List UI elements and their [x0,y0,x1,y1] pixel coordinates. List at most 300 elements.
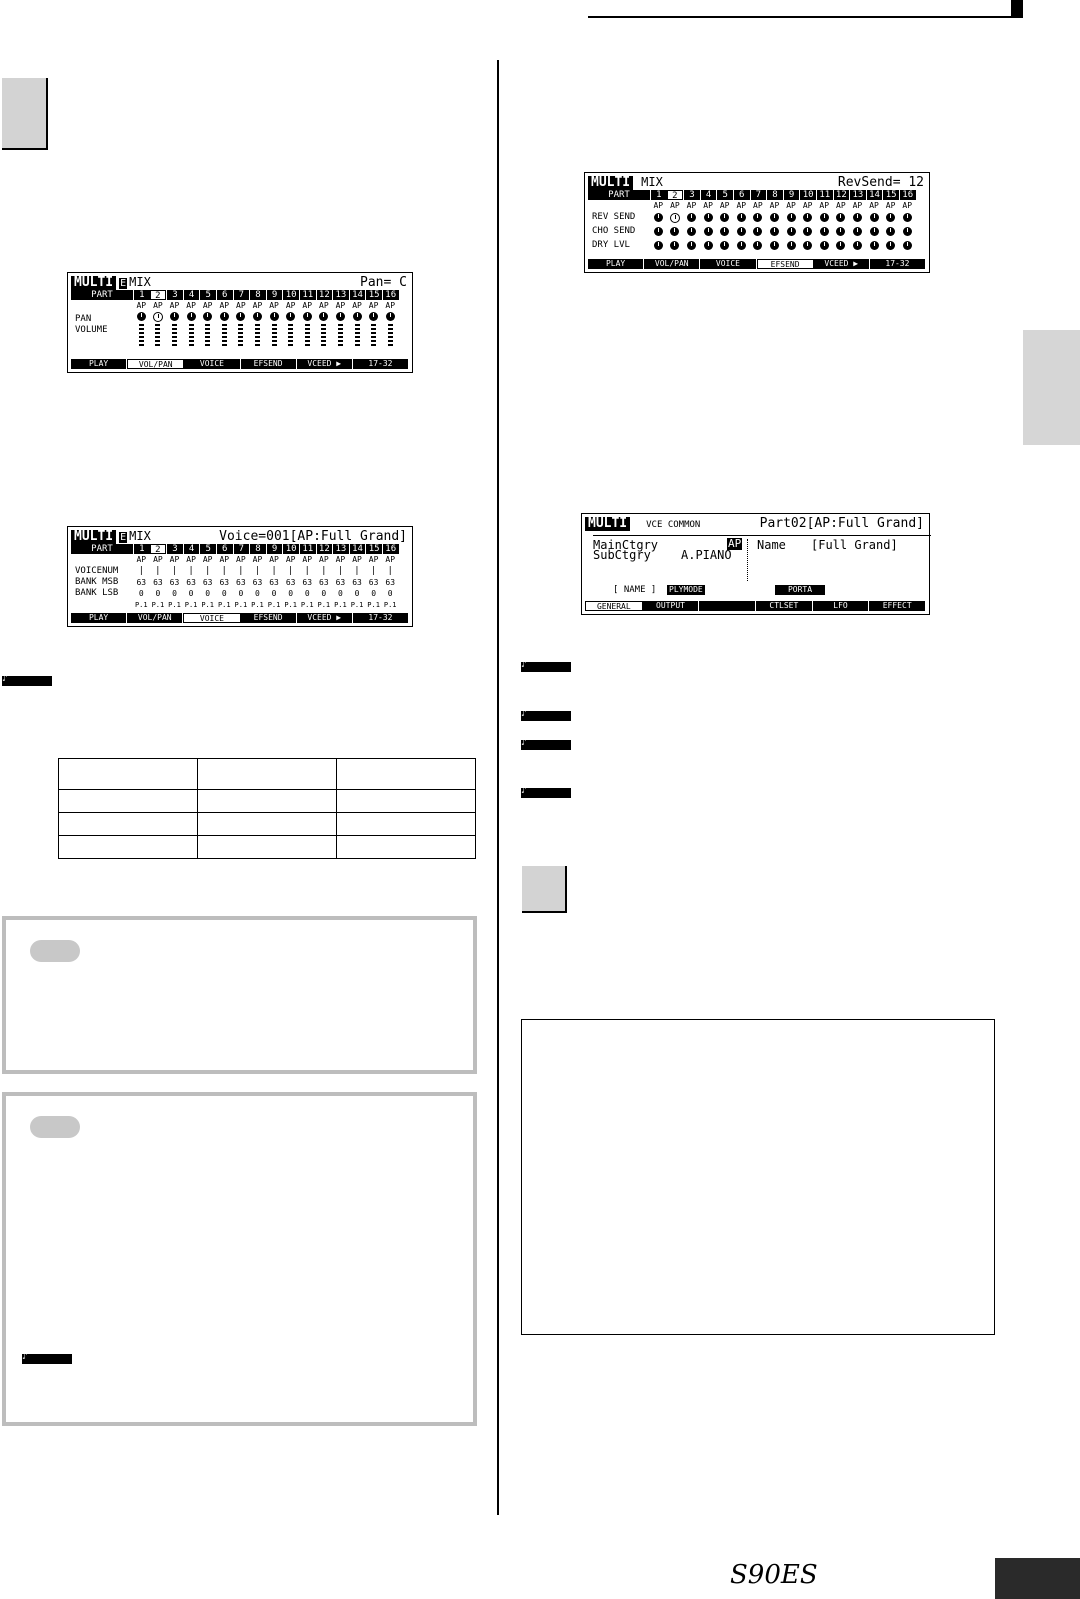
note-icon [521,740,571,750]
category-label: AP [670,201,680,210]
send-knob-cell [882,241,899,253]
category-label: AP [219,555,230,564]
send-knob-icon [787,213,796,222]
category-label: AP [368,555,379,564]
volume-slider-icon [388,324,393,346]
volume-slider-icon [288,324,293,346]
function-tab: VOICE [183,613,240,623]
bank-lsb-cell: 0 [338,589,343,598]
send-knob-cell [833,241,850,253]
send-knob-cell [733,213,750,226]
page-name: VCE COMMON [646,520,701,530]
step-marker-1 [2,78,48,150]
function-tab: VOICE [700,259,756,269]
sub-category-value: A.PIANO [681,548,732,562]
category-label: AP [686,201,697,210]
info-box [521,1019,995,1335]
pan-knob-icon [386,312,395,321]
pan-knob-icon [369,312,378,321]
send-knob-cell [750,213,767,226]
category-label: AP [319,555,329,564]
send-knob-icon [870,241,879,250]
preset-cell: P.1 [251,601,264,609]
category-label: AP [335,555,346,564]
volume-slider-icon [338,324,343,346]
send-knob-cell [833,213,850,226]
send-knob-cell [849,227,866,239]
voicenum-cell: | [171,566,178,576]
bank-lsb-cell: 0 [155,589,161,598]
send-knob-icon [737,241,746,250]
page-name: MIX [129,529,151,543]
pan-knob-icon [303,312,312,321]
send-knob-cell [716,227,733,239]
bank-msb-cell: 63 [335,578,346,587]
volume-slider-cell [216,324,233,349]
send-knob-icon [670,213,680,223]
bank-lsb-cell: 0 [288,589,294,598]
category-label: AP [153,301,163,310]
bank-msb-cell: 63 [252,578,263,587]
page-name: MIX [129,275,151,289]
bank-msb-cell: 63 [352,578,362,587]
function-tab: VOL/PAN [127,359,184,369]
category-label: AP [385,555,396,564]
send-knob-cell [783,241,800,253]
bank-msb-cell: 63 [302,578,313,587]
page-tab [995,1558,1080,1599]
send-knob-cell [667,213,684,226]
part-number: 6 [733,190,750,200]
callout-box-2 [2,1092,477,1426]
field-divider [747,539,749,581]
preset-cell: P.1 [201,601,214,609]
volume-slider-icon [371,324,376,346]
category-label: AP [769,201,780,210]
send-knob-icon [737,227,746,236]
category-label: AP [902,201,913,210]
send-knob-cell [783,227,800,239]
part-number: 5 [199,290,216,300]
volume-slider-icon [139,324,144,346]
part-number: 6 [216,290,233,300]
part-number: 3 [166,544,183,554]
callout-pill [30,940,80,962]
category-label: AP [368,301,379,310]
send-knob-icon [803,227,812,236]
category-row [133,301,399,310]
part-label: PART [71,290,133,300]
part-number: 2 [667,190,684,200]
preset-cell: P.1 [151,601,165,609]
param-readout: Voice=001[AP:Full Grand] [219,529,407,544]
part-number: 15 [365,544,382,554]
category-label: AP [819,201,830,210]
send-knob-icon [820,241,829,250]
function-tab: GENERAL [585,601,643,611]
send-knob-icon [870,213,879,222]
part-number: 2 [150,544,167,554]
part-number: 16 [899,190,916,200]
volume-slider-icon [172,324,177,346]
part-number-bar [588,190,916,200]
send-knob-cell [799,213,816,226]
category-label: AP [869,201,879,210]
category-label: AP [885,201,896,210]
part-number: 4 [700,190,717,200]
send-knob-icon [770,241,779,250]
volume-slider-cell [133,324,150,349]
pan-knob-icon [270,312,279,321]
function-tabs [585,601,926,611]
bank-lsb-cell: 0 [321,589,327,598]
function-tab: 17-32 [870,259,926,269]
send-knob-icon [853,213,862,222]
category-label: AP [385,301,396,310]
bank-msb-cell: 63 [269,578,279,587]
send-knob-cell [899,227,916,239]
param-readout: RevSend= 12 [837,175,924,190]
part-number: 7 [233,290,250,300]
preset-cell: P.1 [184,601,198,609]
function-tab: VOL/PAN [644,259,700,269]
category-label: AP [236,555,246,564]
send-knob-icon [787,227,796,236]
pan-knob-icon [203,312,212,321]
preset-cell: P.1 [383,601,397,609]
category-label: AP [202,555,213,564]
send-knob-cell [899,213,916,226]
volume-slider-cell [233,324,250,349]
part-number: 6 [216,544,233,554]
part-number: 10 [282,290,299,300]
table-cell [59,813,198,836]
param-readout: Part02[AP:Full Grand] [759,516,924,531]
header-rule [588,16,1012,18]
send-knob-cell [849,241,866,253]
send-knob-icon [687,213,696,222]
part-number: 4 [183,544,200,554]
part-label: PART [588,190,650,200]
send-knob-icon [753,241,762,250]
volume-slider-cell [150,324,167,349]
part-number: 1 [650,190,667,200]
voicenum-cell: | [370,566,377,576]
category-label: AP [169,555,180,564]
send-knob-icon [687,241,696,250]
callout-box-1 [2,916,477,1074]
send-knob-icon [720,241,729,250]
send-knob-cell [650,227,667,239]
send-knob-icon [853,241,862,250]
part-label: PART [71,544,133,554]
bank-msb-cell: 63 [186,578,196,587]
name-label: Name [757,538,786,552]
function-tab: VCEED ▶ [297,613,353,623]
volume-slider-cell [249,324,266,349]
send-knob-cell [716,213,733,226]
name-value: [Full Grand] [811,538,898,552]
category-label: AP [269,301,279,310]
function-tab: LFO [813,601,870,611]
mode-badge: MULTI [588,176,633,190]
function-tab: VOL/PAN [127,613,183,623]
part-number: 10 [799,190,816,200]
part-number: 14 [349,290,366,300]
part-number: 5 [199,544,216,554]
bank-msb-cell: 63 [368,578,379,587]
category-label: AP [136,555,147,564]
voicenum-cell: | [221,566,227,576]
send-knob-icon [654,241,663,250]
category-label: AP [852,201,863,210]
pan-knob-icon [353,312,362,321]
preset-cell: P.1 [317,601,331,609]
part-number: 11 [299,290,316,300]
category-label: AP [219,301,230,310]
voicenum-cell: | [287,566,294,576]
bank-msb-cell: 63 [153,578,163,587]
table-cell [337,790,476,813]
volume-slider-cell [332,324,349,349]
part-number: 15 [882,190,899,200]
bank-msb-cell: 63 [236,578,246,587]
part-number-bar [71,544,399,554]
send-knob-cell [766,213,783,226]
lcd-voice-screen [67,526,413,627]
part-number: 11 [816,190,833,200]
bank-msb-cell: 63 [285,578,296,587]
bank-msb-cell: 63 [385,578,396,587]
voicenum-cell: | [304,566,310,576]
bank-lsb-cell: 0 [371,589,377,598]
category-label: AP [753,201,763,210]
part-number: 8 [766,190,783,200]
bank-lsb-cell: 0 [387,589,393,598]
function-tab [699,601,756,611]
note-icon [2,676,52,686]
volume-slider-icon [255,324,260,346]
voicenum-cell: | [188,566,194,576]
part-number: 9 [266,290,283,300]
pan-knob-icon [253,312,262,321]
lcd-title [588,176,663,190]
softkey-porta: PORTA [775,585,825,595]
softkey-name: [ NAME ] [613,585,657,595]
send-knob-icon [803,241,812,250]
preset-cell: P.1 [367,601,380,609]
cho-send-knob-row [650,227,916,239]
pan-knob-icon [153,312,163,322]
send-knob-cell [650,241,667,253]
main-category-value: AP [728,537,742,550]
volume-slider-cell [199,324,216,349]
voicenum-cell: | [337,566,344,576]
send-knob-cell [700,227,717,239]
part-number: 2 [150,290,167,300]
function-tabs [588,259,926,269]
send-knob-cell [733,227,750,239]
voicenum-cell: | [271,566,277,576]
send-knob-cell [882,227,899,239]
voicenum-cell: | [138,566,144,576]
send-knob-cell [750,241,767,253]
lcd-title [71,530,151,544]
send-knob-icon [870,227,879,236]
send-knob-cell [716,241,733,253]
function-tab: EFSEND [241,613,297,623]
volume-slider-cell [266,324,283,349]
category-label: AP [786,201,796,210]
table-cell [198,813,337,836]
send-knob-cell [683,227,700,239]
row-label-rev-send: REV SEND [592,212,636,222]
part-number: 8 [249,544,266,554]
category-label: AP [703,201,713,210]
part-number: 7 [233,544,250,554]
bank-msb-cell: 63 [136,578,147,587]
volume-slider-cell [282,324,299,349]
volume-slider-icon [272,324,277,346]
part-number: 7 [750,190,767,200]
part-number: 14 [866,190,883,200]
part-number: 11 [299,544,316,554]
send-knob-icon [886,241,895,250]
send-knob-cell [833,227,850,239]
table-cell [337,759,476,790]
bank-msb-cell: 63 [202,578,213,587]
pan-knob-icon [336,312,345,321]
category-label: AP [319,301,329,310]
preset-cell: P.1 [284,601,297,609]
category-label: AP [285,555,296,564]
send-knob-icon [704,227,713,236]
pan-knob-icon [220,312,229,321]
send-knob-icon [704,213,713,222]
category-label: AP [153,555,163,564]
send-knob-cell [733,241,750,253]
send-knob-cell [700,213,717,226]
function-tab: OUTPUT [643,601,700,611]
category-label: AP [236,301,246,310]
table-cell [198,836,337,859]
bank-msb-cell: 63 [169,578,180,587]
send-knob-icon [903,213,912,222]
lcd-title [71,276,151,290]
function-tab: VCEED ▶ [297,359,353,369]
pan-knob-icon [236,312,245,321]
part-number: 3 [683,190,700,200]
send-knob-icon [803,213,812,222]
send-knob-icon [820,213,829,222]
part-number: 1 [133,544,150,554]
edit-flag: E [120,532,127,543]
send-knob-icon [903,227,912,236]
part-number: 4 [183,290,200,300]
voicenum-cell: | [204,566,211,576]
send-knob-cell [799,241,816,253]
lcd-pan-volume-screen [67,272,413,373]
category-row [650,201,916,210]
table-cell [59,759,198,790]
bank-lsb-cell: 0 [172,589,177,598]
volume-slider-cell [299,324,316,349]
preset-row [133,600,399,611]
part-number: 3 [166,290,183,300]
volume-slider-row [133,324,399,349]
send-knob-cell [683,241,700,253]
send-knob-icon [820,227,829,236]
preset-cell: P.1 [300,601,314,609]
bank-lsb-cell: 0 [205,589,211,598]
send-knob-cell [766,227,783,239]
note-icon [521,788,571,798]
category-label: AP [719,201,730,210]
function-tab: 17-32 [353,359,409,369]
send-knob-icon [787,241,796,250]
send-knob-icon [687,227,696,236]
part-number: 16 [382,544,399,554]
bank-msb-row [133,577,399,588]
row-label-dry-lvl: DRY LVL [592,240,630,250]
part-number: 15 [365,290,382,300]
pan-knob-icon [319,312,328,321]
voicenum-cell: | [321,566,327,576]
header-tab-marker [1011,0,1023,18]
pan-knob-icon [170,312,179,321]
category-label: AP [169,301,180,310]
category-label: AP [335,301,346,310]
lcd-voice-common-screen [581,513,930,615]
table-cell [198,759,337,790]
function-tab: CTLSET [756,601,813,611]
rev-send-knob-row [650,213,916,226]
row-label-voicenum: VOICENUM [75,566,119,576]
send-knob-cell [700,241,717,253]
param-readout: Pan= C [360,275,407,290]
send-knob-icon [720,213,729,222]
part-number-bar [71,290,399,300]
table-row [59,790,476,813]
category-label: AP [352,555,362,564]
preset-cell: P.1 [334,601,347,609]
function-tab: EFSEND [757,259,814,269]
send-knob-cell [882,213,899,226]
part-number: 8 [249,290,266,300]
mode-badge: MULTI [71,276,116,290]
part-number: 5 [716,190,733,200]
voicenum-cell: | [238,566,244,576]
preset-cell: P.1 [350,601,364,609]
part-number: 13 [332,290,349,300]
preset-cell: P.1 [168,601,181,609]
send-knob-icon [836,227,845,236]
category-label: AP [252,301,263,310]
send-knob-icon [654,227,663,236]
function-tab: PLAY [71,613,127,623]
table-cell [337,813,476,836]
preset-cell: P.1 [217,601,231,609]
bank-lsb-cell: 0 [221,589,227,598]
sub-category-label: SubCtgry [593,548,651,562]
volume-slider-cell [349,324,366,349]
part-number: 10 [282,544,299,554]
volume-slider-cell [316,324,333,349]
send-knob-icon [836,213,845,222]
category-label: AP [302,301,313,310]
send-knob-icon [770,213,779,222]
volume-slider-icon [155,324,160,346]
